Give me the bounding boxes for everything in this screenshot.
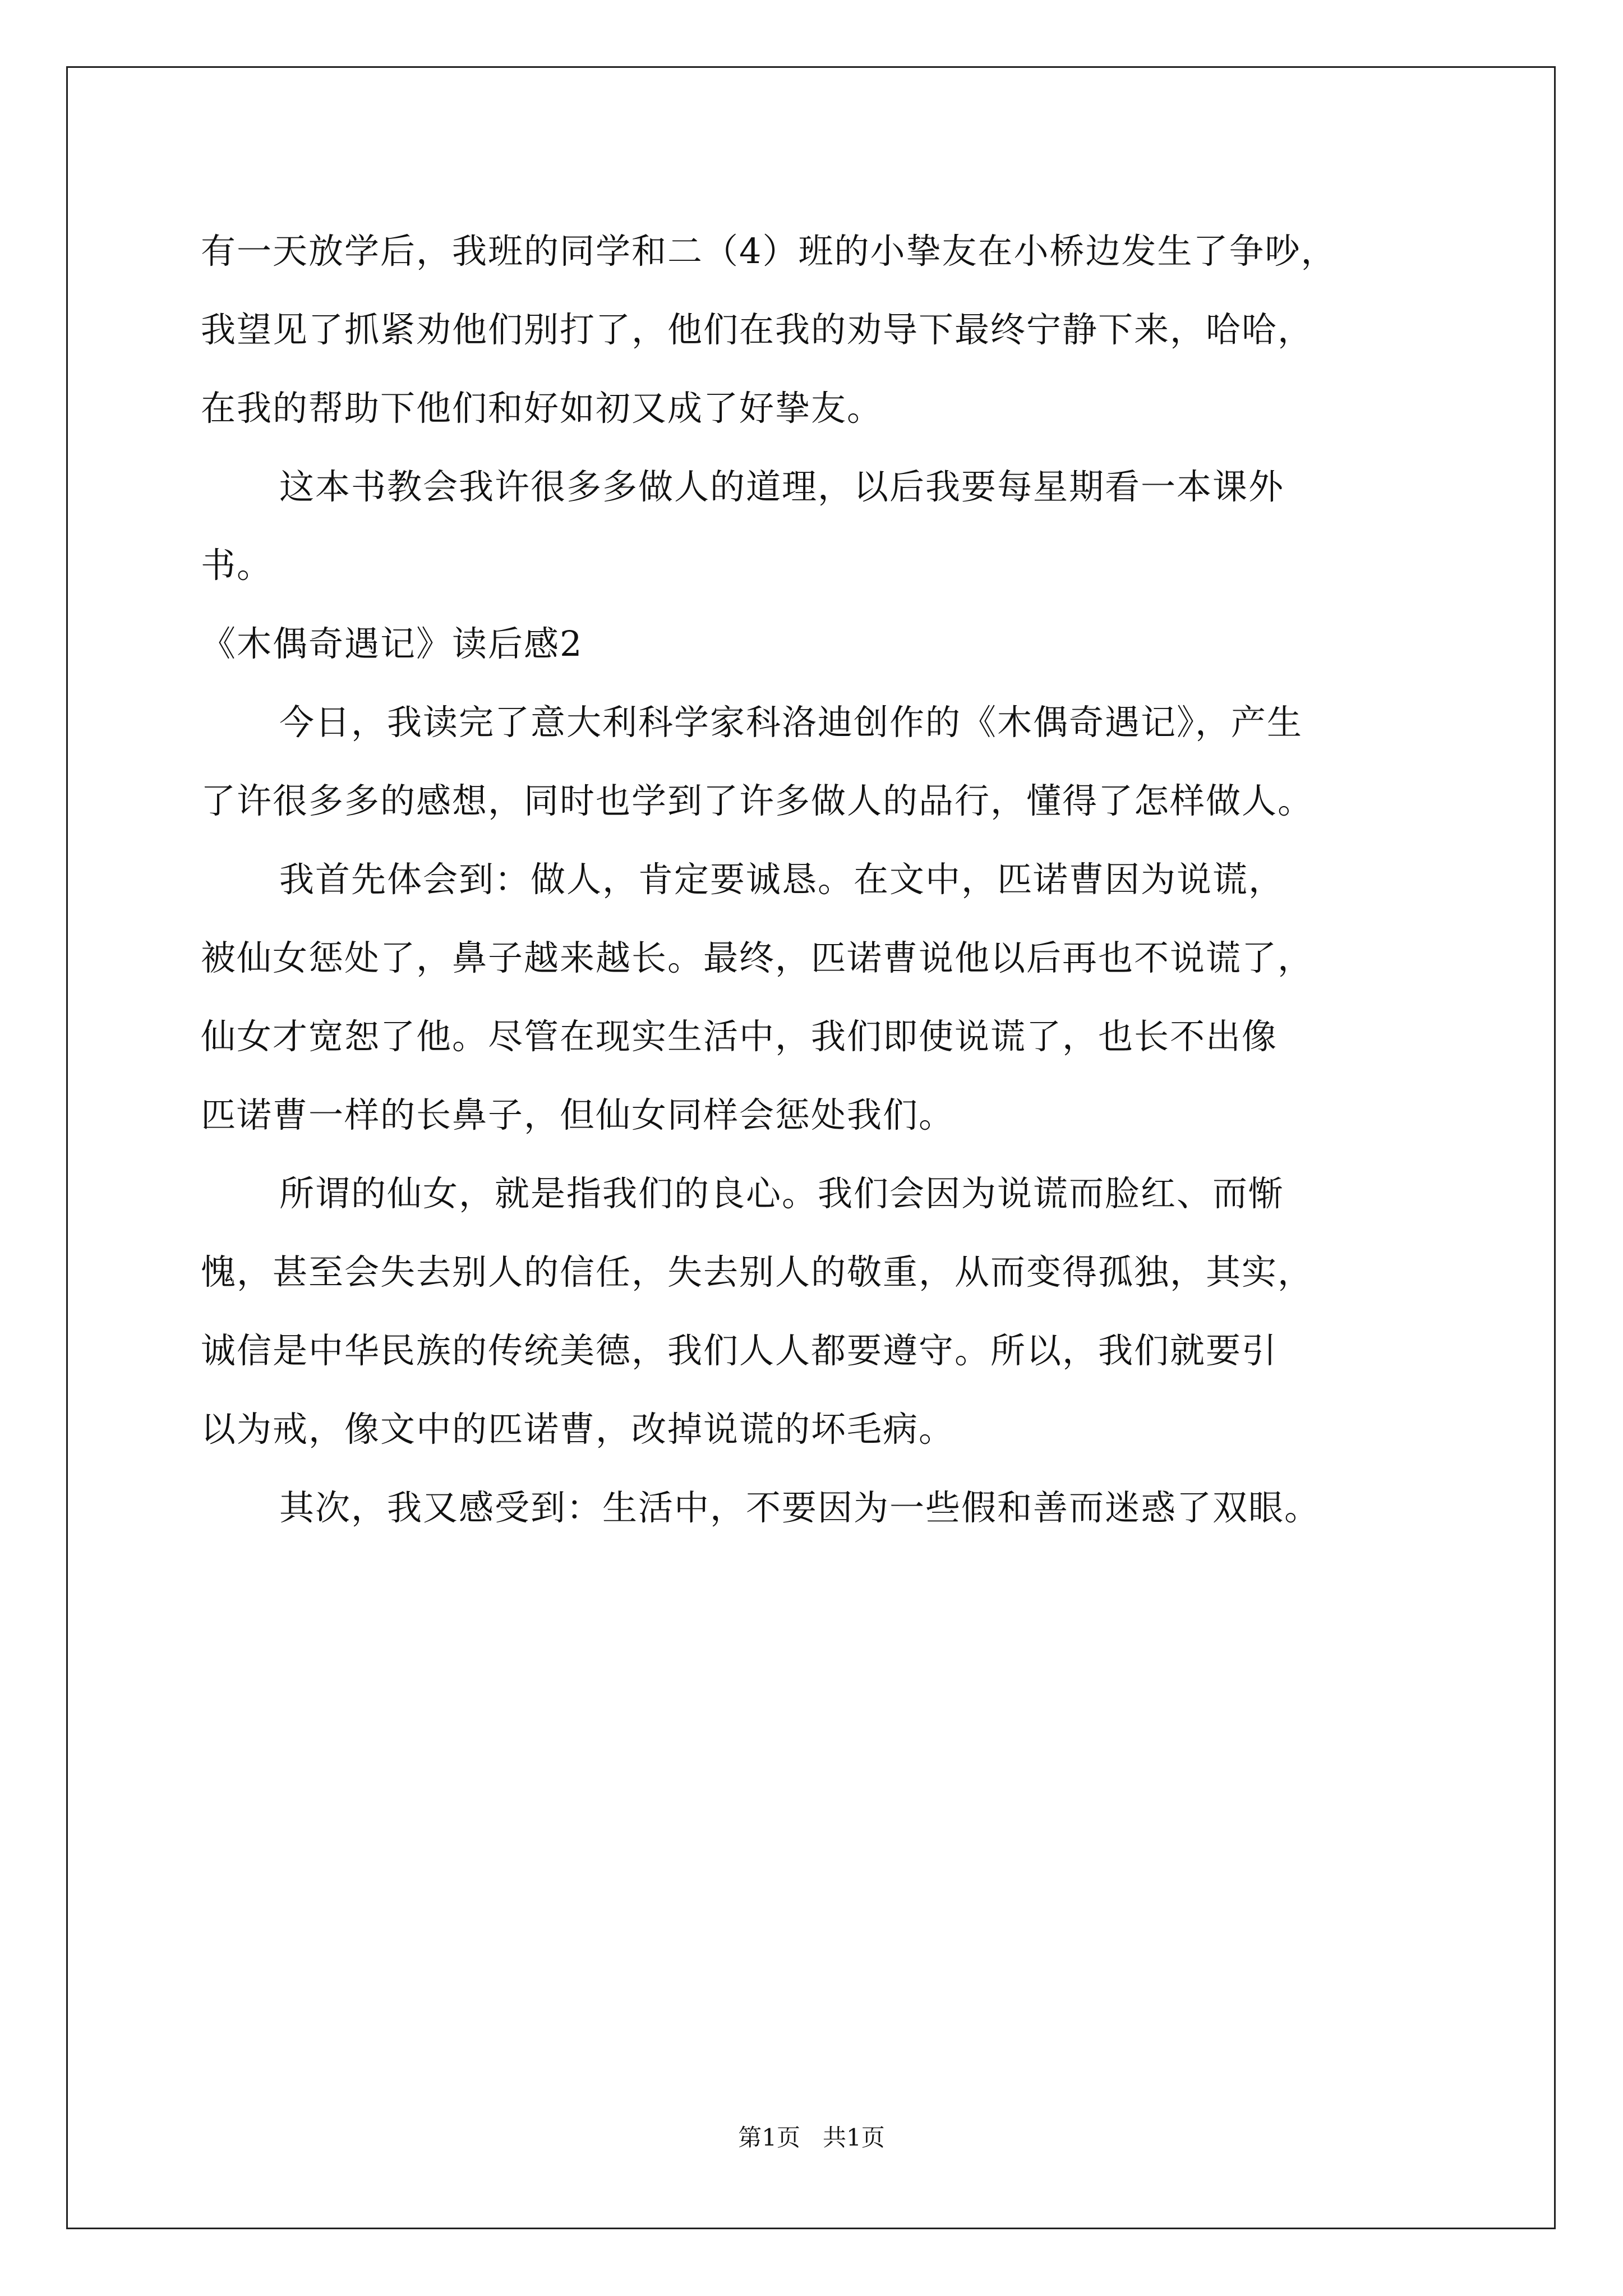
section-heading: 《木偶奇遇记》读后感2: [201, 623, 583, 664]
text-line: 被仙女惩处了，鼻子越来越长。最终，匹诺曹说他以后再也不说谎了，: [201, 937, 1314, 978]
text-line: 书。: [201, 545, 273, 586]
text-line: 今日，我读完了意大利科学家科洛迪创作的《木偶奇遇记》，产生: [279, 702, 1303, 743]
text-line: 我望见了抓紧劝他们别打了，他们在我的劝导下最终宁静下来，哈哈，: [201, 309, 1314, 350]
page-number-footer: 第1页 共1页: [738, 2124, 885, 2151]
text-line: 了许很多多的感想，同时也学到了许多做人的品行，懂得了怎样做人。: [201, 780, 1314, 821]
text-line: 其次，我又感受到：生活中，不要因为一些假和善而迷惑了双眼。: [279, 1487, 1321, 1528]
text-line: 以为戒，像文中的匹诺曹，改掉说谎的坏毛病。: [201, 1409, 955, 1450]
text-line: 这本书教会我许很多多做人的道理，以后我要每星期看一本课外: [279, 466, 1285, 507]
text-line: 愧，甚至会失去别人的信任，失去别人的敬重，从而变得孤独，其实，: [201, 1251, 1314, 1292]
text-line: 所谓的仙女，就是指我们的良心。我们会因为说谎而脸红、而惭: [279, 1173, 1285, 1214]
text-line: 我首先体会到：做人，肯定要诚恳。在文中，匹诺曹因为说谎，: [279, 859, 1285, 900]
text-line: 仙女才宽恕了他。尽管在现实生活中，我们即使说谎了，也长不出像: [201, 1016, 1278, 1057]
text-line: 在我的帮助下他们和好如初又成了好挚友。: [201, 388, 883, 429]
text-line: 匹诺曹一样的长鼻子，但仙女同样会惩处我们。: [201, 1094, 955, 1135]
text-line: 有一天放学后，我班的同学和二（4）班的小挚友在小桥边发生了争吵，: [201, 231, 1337, 272]
text-line: 诚信是中华民族的传统美德，我们人人都要遵守。所以，我们就要引: [201, 1330, 1278, 1371]
